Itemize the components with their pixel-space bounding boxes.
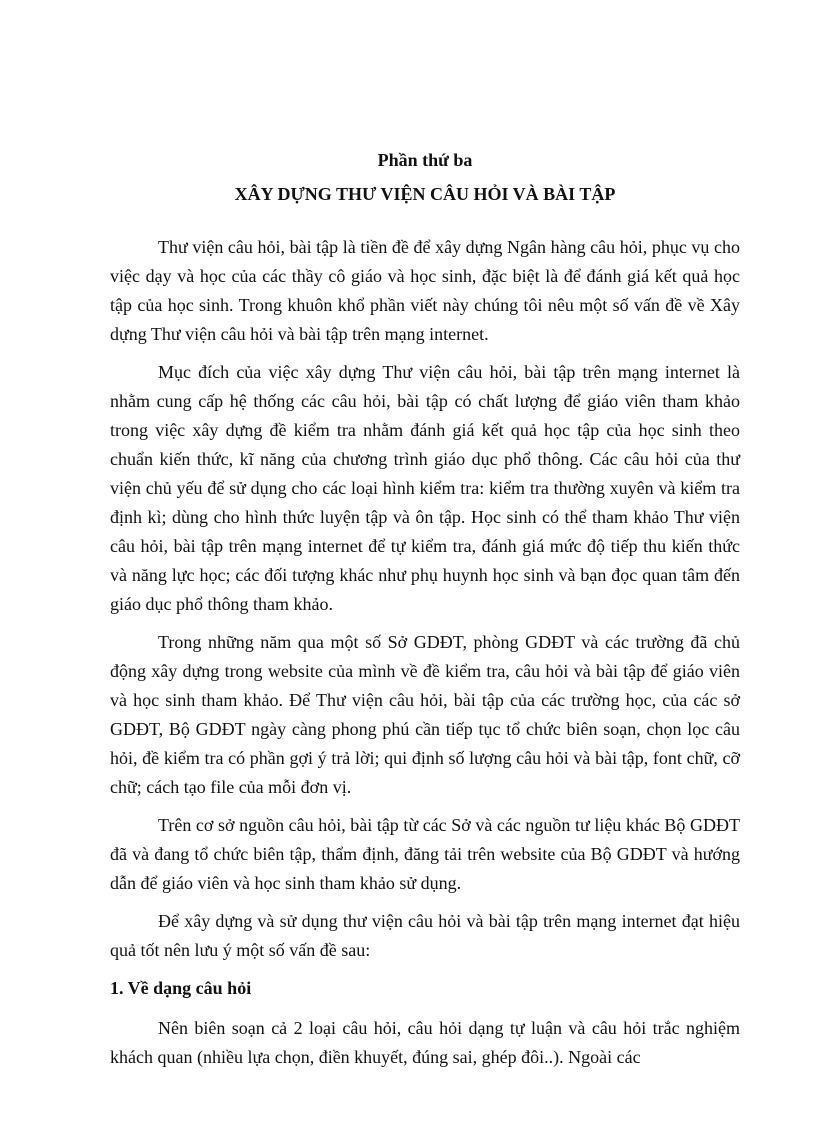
paragraph-ministry: Trên cơ sở nguồn câu hỏi, bài tập từ các Sở và các nguồn tư liệu khác Bộ GDĐT đã và đang tổ chức biên tập, thẩm định, đăng tải trên website của Bộ GDĐT và hướng dẫn để giáo viên và học sinh tham khảo sử dụng. bbox=[110, 815, 740, 893]
document-page bbox=[110, 146, 740, 1081]
document-title: XÂY DỰNG THƯ VIỆN CÂU HỎI VÀ BÀI TẬP bbox=[234, 184, 616, 204]
paragraph-history: Trong những năm qua một số Sở GDĐT, phòng GDĐT và các trường đã chủ động xây dựng trong website của mình về đề kiểm tra, câu hỏi và bài tập để giáo viên và học sinh tham khảo. Để Thư viện câu hỏi, bài tập của các trường học, của các sở GDĐT, Bộ GDĐT ngày càng phong phú cần tiếp tục tổ chức biên soạn, chọn lọc câu hỏi, đề kiểm tra có phần gợi ý trả lời; qui định số lượng câu hỏi và bài tập, font chữ, cỡ chữ; cách tạo file của mỗi đơn vị. bbox=[110, 632, 740, 797]
paragraph-intro: Thư viện câu hỏi, bài tập là tiền đề để xây dựng Ngân hàng câu hỏi, phục vụ cho việc dạy và học của các thầy cô giáo và học sinh, đặc biệt là để đánh giá kết quả học tập của học sinh. Trong khuôn khổ phần viết này chúng tôi nêu một số vấn đề về Xây dựng Thư viện câu hỏi và bài tập trên mạng internet. bbox=[110, 237, 740, 344]
paragraph-question-types: Nên biên soạn cả 2 loại câu hỏi, câu hỏi dạng tự luận và câu hỏi trắc nghiệm khách quan (nhiều lựa chọn, điền khuyết, đúng sai, ghép đôi..). Ngoài các bbox=[110, 1018, 740, 1067]
part-label: Phần thứ ba bbox=[377, 150, 473, 170]
paragraph-notes: Để xây dựng và sử dụng thư viện câu hỏi và bài tập trên mạng internet đạt hiệu quả tốt nên lưu ý một số vấn đề sau: bbox=[110, 911, 740, 960]
paragraph-purpose: Mục đích của việc xây dựng Thư viện câu hỏi, bài tập trên mạng internet là nhằm cung cấp hệ thống các câu hỏi, bài tập có chất lượng để giáo viên tham khảo trong việc xây dựng đề kiểm tra nhằm đánh giá kết quả học tập của học sinh theo chuẩn kiến thức, kĩ năng của chương trình giáo dục phổ thông. Các câu hỏi của thư viện chủ yếu để sử dụng cho các loại hình kiểm tra: kiểm tra thường xuyên và kiểm tra định kì; dùng cho hình thức luyện tập và ôn tập. Học sinh có thể tham khảo Thư viện câu hỏi, bài tập trên mạng internet để tự kiểm tra, đánh giá mức độ tiếp thu kiến thức và năng lực học; các đối tượng khác như phụ huynh học sinh và bạn đọc quan tâm đến giáo dục phổ thông tham khảo. bbox=[110, 362, 740, 614]
section-heading: 1. Về dạng câu hỏi bbox=[110, 978, 252, 998]
